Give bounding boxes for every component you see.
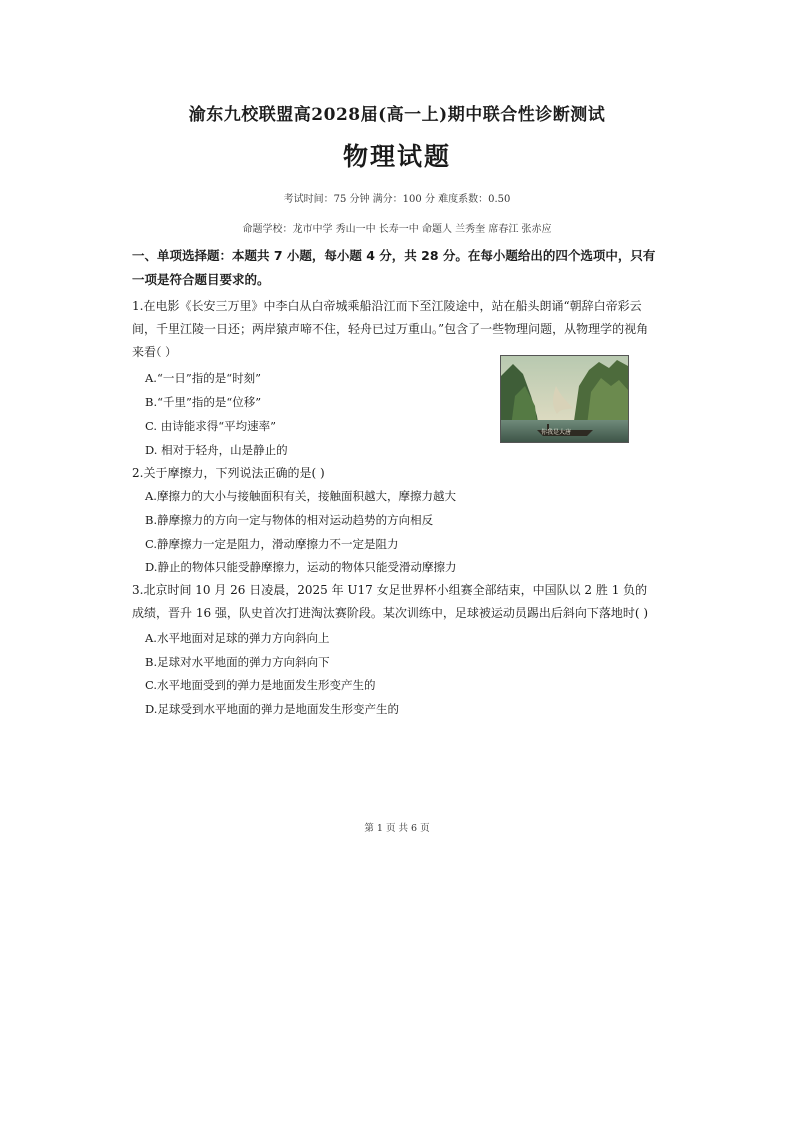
- question-2-option-a: A.摩擦力的大小与接触面积有关，接触面积越大，摩擦力越大: [145, 489, 456, 503]
- exam-title: 渝东九校联盟高2028届(高一上)期中联合性诊断测试: [188, 105, 606, 125]
- question-3-stem: 3.北京时间 10 月 26 日凌晨，2025 年 U17 女足世界杯小组赛全部结束，中国队以 2 胜 1 负的成绩，晋升 16 强，队史首次打进淘汰赛阶段。某次训练中，足球被运动员踢出后斜向下落地时( ): [132, 583, 649, 620]
- image-caption: 你我是大唐: [541, 429, 572, 436]
- question-3-option-c: C.水平地面受到的弹力是地面发生形变产生的: [145, 678, 376, 692]
- subject-title: 物理试题: [342, 142, 451, 171]
- question-1-option-b: B.“千里”指的是“位移”: [145, 395, 262, 409]
- question-3-option-b: B.足球对水平地面的弹力方向斜向下: [145, 655, 330, 669]
- section-heading: 一、单项选择题：本题共 7 小题，每小题 4 分，共 28 分。在每小题给出的四个选项中，只有一项是符合题目要求的。: [132, 248, 656, 287]
- question-2-option-c: C.静摩擦力一定是阻力，滑动摩擦力不一定是阻力: [145, 537, 399, 551]
- question-2-option-b: B.静摩擦力的方向一定与物体的相对运动趋势的方向相反: [145, 513, 434, 527]
- question-2-stem: 2.关于摩擦力，下列说法正确的是( ): [132, 466, 325, 480]
- question-1-answer-bracket: （ ）: [150, 345, 177, 359]
- movie-still-image: [500, 355, 629, 443]
- question-1-stem: 1.在电影《长安三万里》中李白从白帝城乘船沿江而下至江陵途中，站在船头朗诵“朝辞白帝彩云间，千里江陵一日还；两岸猿声啼不住，轻舟已过万重山。”包含了一些物理问题，从物理学的视角来看: [132, 299, 649, 359]
- question-2-option-d: D.静止的物体只能受静摩擦力，运动的物体只能受滑动摩擦力: [145, 560, 457, 574]
- question-1-option-c: C. 由诗能求得“平均速率”: [145, 419, 276, 433]
- question-3-option-d: D.足球受到水平地面的弹力是地面发生形变产生的: [145, 702, 399, 716]
- exam-info: 考试时间：75 分钟 满分：100 分 难度系数：0.50: [283, 194, 511, 205]
- question-1-option-d: D. 相对于轻舟，山是静止的: [145, 443, 288, 457]
- question-1-option-a: A.“一日”指的是“时刻”: [145, 371, 261, 385]
- question-3-option-a: A.水平地面对足球的弹力方向斜向上: [145, 631, 330, 645]
- exam-makers: 命题学校：龙市中学 秀山一中 长寿一中 命题人 兰秀奎 席春江 张赤应: [242, 224, 552, 235]
- page-number: 第 1 页 共 6 页: [364, 823, 430, 834]
